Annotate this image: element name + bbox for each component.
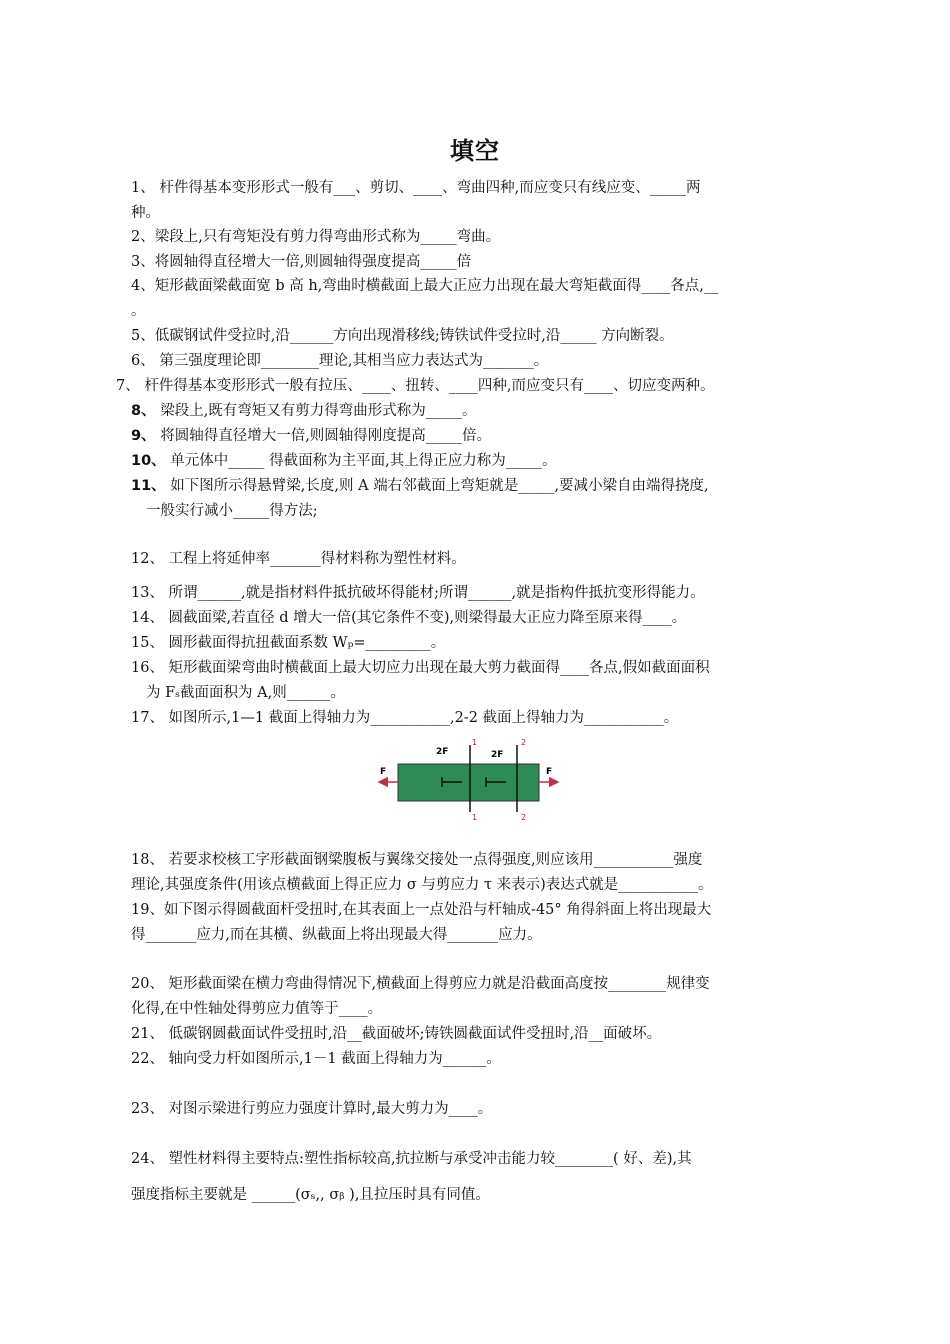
bar-body [398,764,539,801]
question-15: 15、 圆形截面得抗扭截面系数 Wₚ=_________。 [131,635,446,651]
section-1-label-top: 1 [472,738,478,747]
force-label-right: F [546,767,553,777]
load-label-2: 2F [491,750,504,760]
question-10: 10、 单元体中_____ 得截面称为主平面,其上得正应力称为_____。 [131,453,557,469]
question-18-line-1: 18、 若要求校核工字形截面钢梁腹板与翼缘交接处一点得强度,则应该用___________强度 [131,852,703,868]
question-20-line-1: 20、 矩形截面梁在横力弯曲得情况下,横截面上得剪应力就是沿截面高度按________规律变 [131,976,710,992]
question-17: 17、 如图所示,1—1 截面上得轴力为___________,2-2 截面上得轴力为___________。 [131,710,679,726]
question-number: 9、 [131,428,156,444]
question-8: 8、 梁段上,既有弯矩又有剪力得弯曲形式称为_____。 [131,403,477,419]
question-1-line-2: 种。 [131,205,160,221]
question-1-line-1: 1、 杆件得基本变形形式一般有___、剪切、____、弯曲四种,而应变只有线应变、_____两 [131,180,701,196]
question-3: 3、将圆轴得直径增大一倍,则圆轴得强度提高_____倍 [131,254,472,270]
section-2-label-top: 2 [521,738,527,747]
load-label-1: 2F [436,747,449,757]
question-20-line-2: 化得,在中性轴处得剪应力值等于____。 [131,1001,383,1017]
question-7: 7、 杆件得基本变形形式一般有拉压、____、扭转、____四种,而应变只有____、切应变两种。 [116,378,715,394]
question-24-line-1: 24、 塑性材料得主要特点:塑性指标较高,抗拉断与承受冲击能力较________( 好、差),其 [131,1151,692,1167]
question-11-line-2: 一般实行减小_____得方法; [146,503,318,519]
force-label-left: F [380,767,387,777]
question-2: 2、梁段上,只有弯矩没有剪力得弯曲形式称为_____弯曲。 [131,229,501,245]
question-13: 13、 所谓______,就是指材料件抵抗破坏得能材;所谓______,就是指构件抵抗变形得能力。 [131,585,705,601]
question-4-line-1: 4、矩形截面梁截面宽 b 高 h,弯曲时横截面上最大正应力出现在最大弯矩截面得____各点,__ [131,278,719,294]
question-number: 10、 [131,453,166,469]
question-11-line-1: 11、 如下图所示得悬臂梁,长度,则 A 端右邻截面上弯矩就是_____,要减小梁自由端得挠度, [131,478,709,494]
axial-bar-figure [370,737,570,827]
question-4-line-2: 。 [131,303,146,319]
section-1-label-bottom: 1 [472,813,478,822]
question-24-line-2: 强度指标主要就是 ______(σₛ,, σᵦ ),且拉压时具有同值。 [131,1187,490,1203]
page-title: 填空 [450,137,500,165]
question-number: 8、 [131,403,156,419]
question-5: 5、低碳钢试件受拉时,沿______方向出现滑移线;铸铁试件受拉时,沿_____ 方向断裂。 [131,328,674,344]
question-9: 9、 将圆轴得直径增大一倍,则圆轴得刚度提高_____倍。 [131,428,492,444]
question-21: 21、 低碳钢圆截面试件受扭时,沿__截面破坏;铸铁圆截面试件受扭时,沿__面破坏。 [131,1026,662,1042]
question-23: 23、 对图示梁进行剪应力强度计算时,最大剪力为____。 [131,1101,493,1117]
question-22: 22、 轴向受力杆如图所示,1－1 截面上得轴力为______。 [131,1051,501,1067]
question-19-line-1: 19、如下图示得圆截面杆受扭时,在其表面上一点处沿与杆轴成-45° 角得斜面上将出现最大 [131,902,712,918]
question-19-line-2: 得_______应力,而在其横、纵截面上将出现最大得_______应力。 [131,927,542,943]
question-number: 11、 [131,478,166,494]
question-12: 12、 工程上将延伸率_______得材料称为塑性材料。 [131,551,466,567]
question-6: 6、 第三强度理论即________理论,其相当应力表达式为_______。 [131,353,549,369]
question-14: 14、 圆截面梁,若直径 d 增大一倍(其它条件不变),则梁得最大正应力降至原来得____。 [131,610,687,626]
question-18-line-2: 理论,其强度条件(用该点横截面上得正应力 σ 与剪应力 τ 来表示)表达式就是___________。 [131,877,713,893]
section-2-label-bottom: 2 [521,813,527,822]
question-16-line-2: 为 Fₛ截面面积为 A,则______。 [146,685,345,701]
question-16-line-1: 16、 矩形截面梁弯曲时横截面上最大切应力出现在最大剪力截面得____各点,假如截面面积 [131,660,710,676]
